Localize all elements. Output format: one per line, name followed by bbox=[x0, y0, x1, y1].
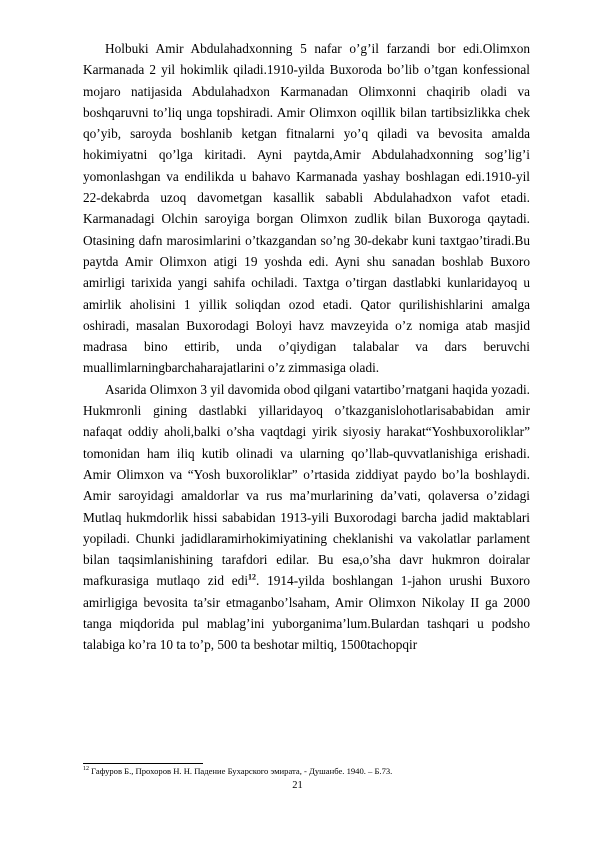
body-text bbox=[83, 38, 530, 656]
footnote-number: 12 bbox=[83, 766, 89, 773]
paragraph-1: Holbuki Amir Abdulahadxonning 5 nafar o’g’il farzandi bor edi.Olimxon Karmanada 2 yil hokimlik qiladi.1910-yilda Buxoroda bo’lib o’tgan konfessional mojaro natijasida Abdulahadxon Karmanadan Olimxonni chaqirib oladi va boshqaruvni to’liq unga topshiradi. Amir Olimxon oqillik bilan tartibsizlikka chek qo’yib, saroyda boshlanib ketgan fitnalarni yo’q qiladi va bevosita amalda hokimiyatni qo’lga kiritadi. Ayni paytda,Amir Abdulahadxonning sog’lig’i yomonlashgan va endilikda u bahavo Karmanada yashay boshlagan edi.1910-yil 22-dekabrda uzoq davometgan kasallik sababli Abdulahadxon vafot etadi. Karmanadagi Olchin saroyiga borgan Olimxon zudlik bilan Buxoroga qaytadi. Otasining dafn marosimlarini o’tkazgandan so’ng 30-dekabr kuni taxtgao’tiradi.Bu paytda Amir Olimxon atigi 19 yoshda edi. Ayni shu sanadan boshlab Buxoro amirligi tarixida yangi sahifa ochiladi. Taxtga o’tirgan dastlabki kunlaridayoq u amirlik aholisini 1 yillik soliqdan ozod etadi. Qator qurilishishlarini amalga oshiradi, masalan Buxorodagi Boloyi havz mavzeyida o’z nomiga atab masjid madrasa bino ettirib, unda o’qiydigan talabalar va dars beruvchi muallimlarningbarchaharajatlarini o’z zimmasiga oladi. bbox=[83, 41, 530, 376]
footnote-separator bbox=[83, 763, 203, 764]
paragraph-2 bbox=[83, 379, 530, 656]
page-number: 21 bbox=[292, 780, 303, 791]
paragraph-2-text: Asarida Olimxon 3 yil davomida obod qilgani vatartibo’rnatgani haqida yozadi. Hukmronli gining dastlabki yillaridayoq o’tkazganislohotlarisababidan amir nafaqat oddiy aholi,balki o’sha vaqtdagi yirik siyosiy harakat“Yoshbuxoroliklar” tomonidan ham iliq kutib olinadi va ularning qo’llab-quvvatlanishiga erishadi. Amir Olimxon va “Yosh buxoroliklar” o’rtasida ziddiyat paydo bo’la boshlaydi. Amir saroyidagi amaldorlar va rus ma’murlarining da’vati, qolaversa o’zidagi Mutlaq hukmdorlik hissi sababidan 1913-yili Buxorodagi barcha jadid maktablari yopiladi. Chunki jadidlaramirhokimiyatining cheklanishi va vakolatlar parlament bilan taqsimlanishining tarafdori edilar. Bu esa,o’sha davr hukmron doiralar mafkurasiga mutlaqo zid edi bbox=[83, 381, 530, 589]
footnote bbox=[83, 766, 530, 777]
footnote-reference: 12 bbox=[248, 573, 257, 582]
paragraph-2-continuation: . 1914-yilda boshlangan 1-jahon urushi Buxoro amirligiga bevosita ta’sir etmaganbo’lsaham, Amir Olimxon Nikolay II ga 2000 tanga miqdorida pul mablag’ini yuborganima’lum.Bulardan tashqari u podsho talabiga ko’ra 10 ta to’p, 500 ta beshotar miltiq, 1500tachopqir bbox=[83, 573, 530, 653]
footnote-text: Гафуров Б., Прохоров Н. Н. Падение Бухарского эмирата, - Душанбе. 1940. – Б.73. bbox=[89, 766, 393, 776]
